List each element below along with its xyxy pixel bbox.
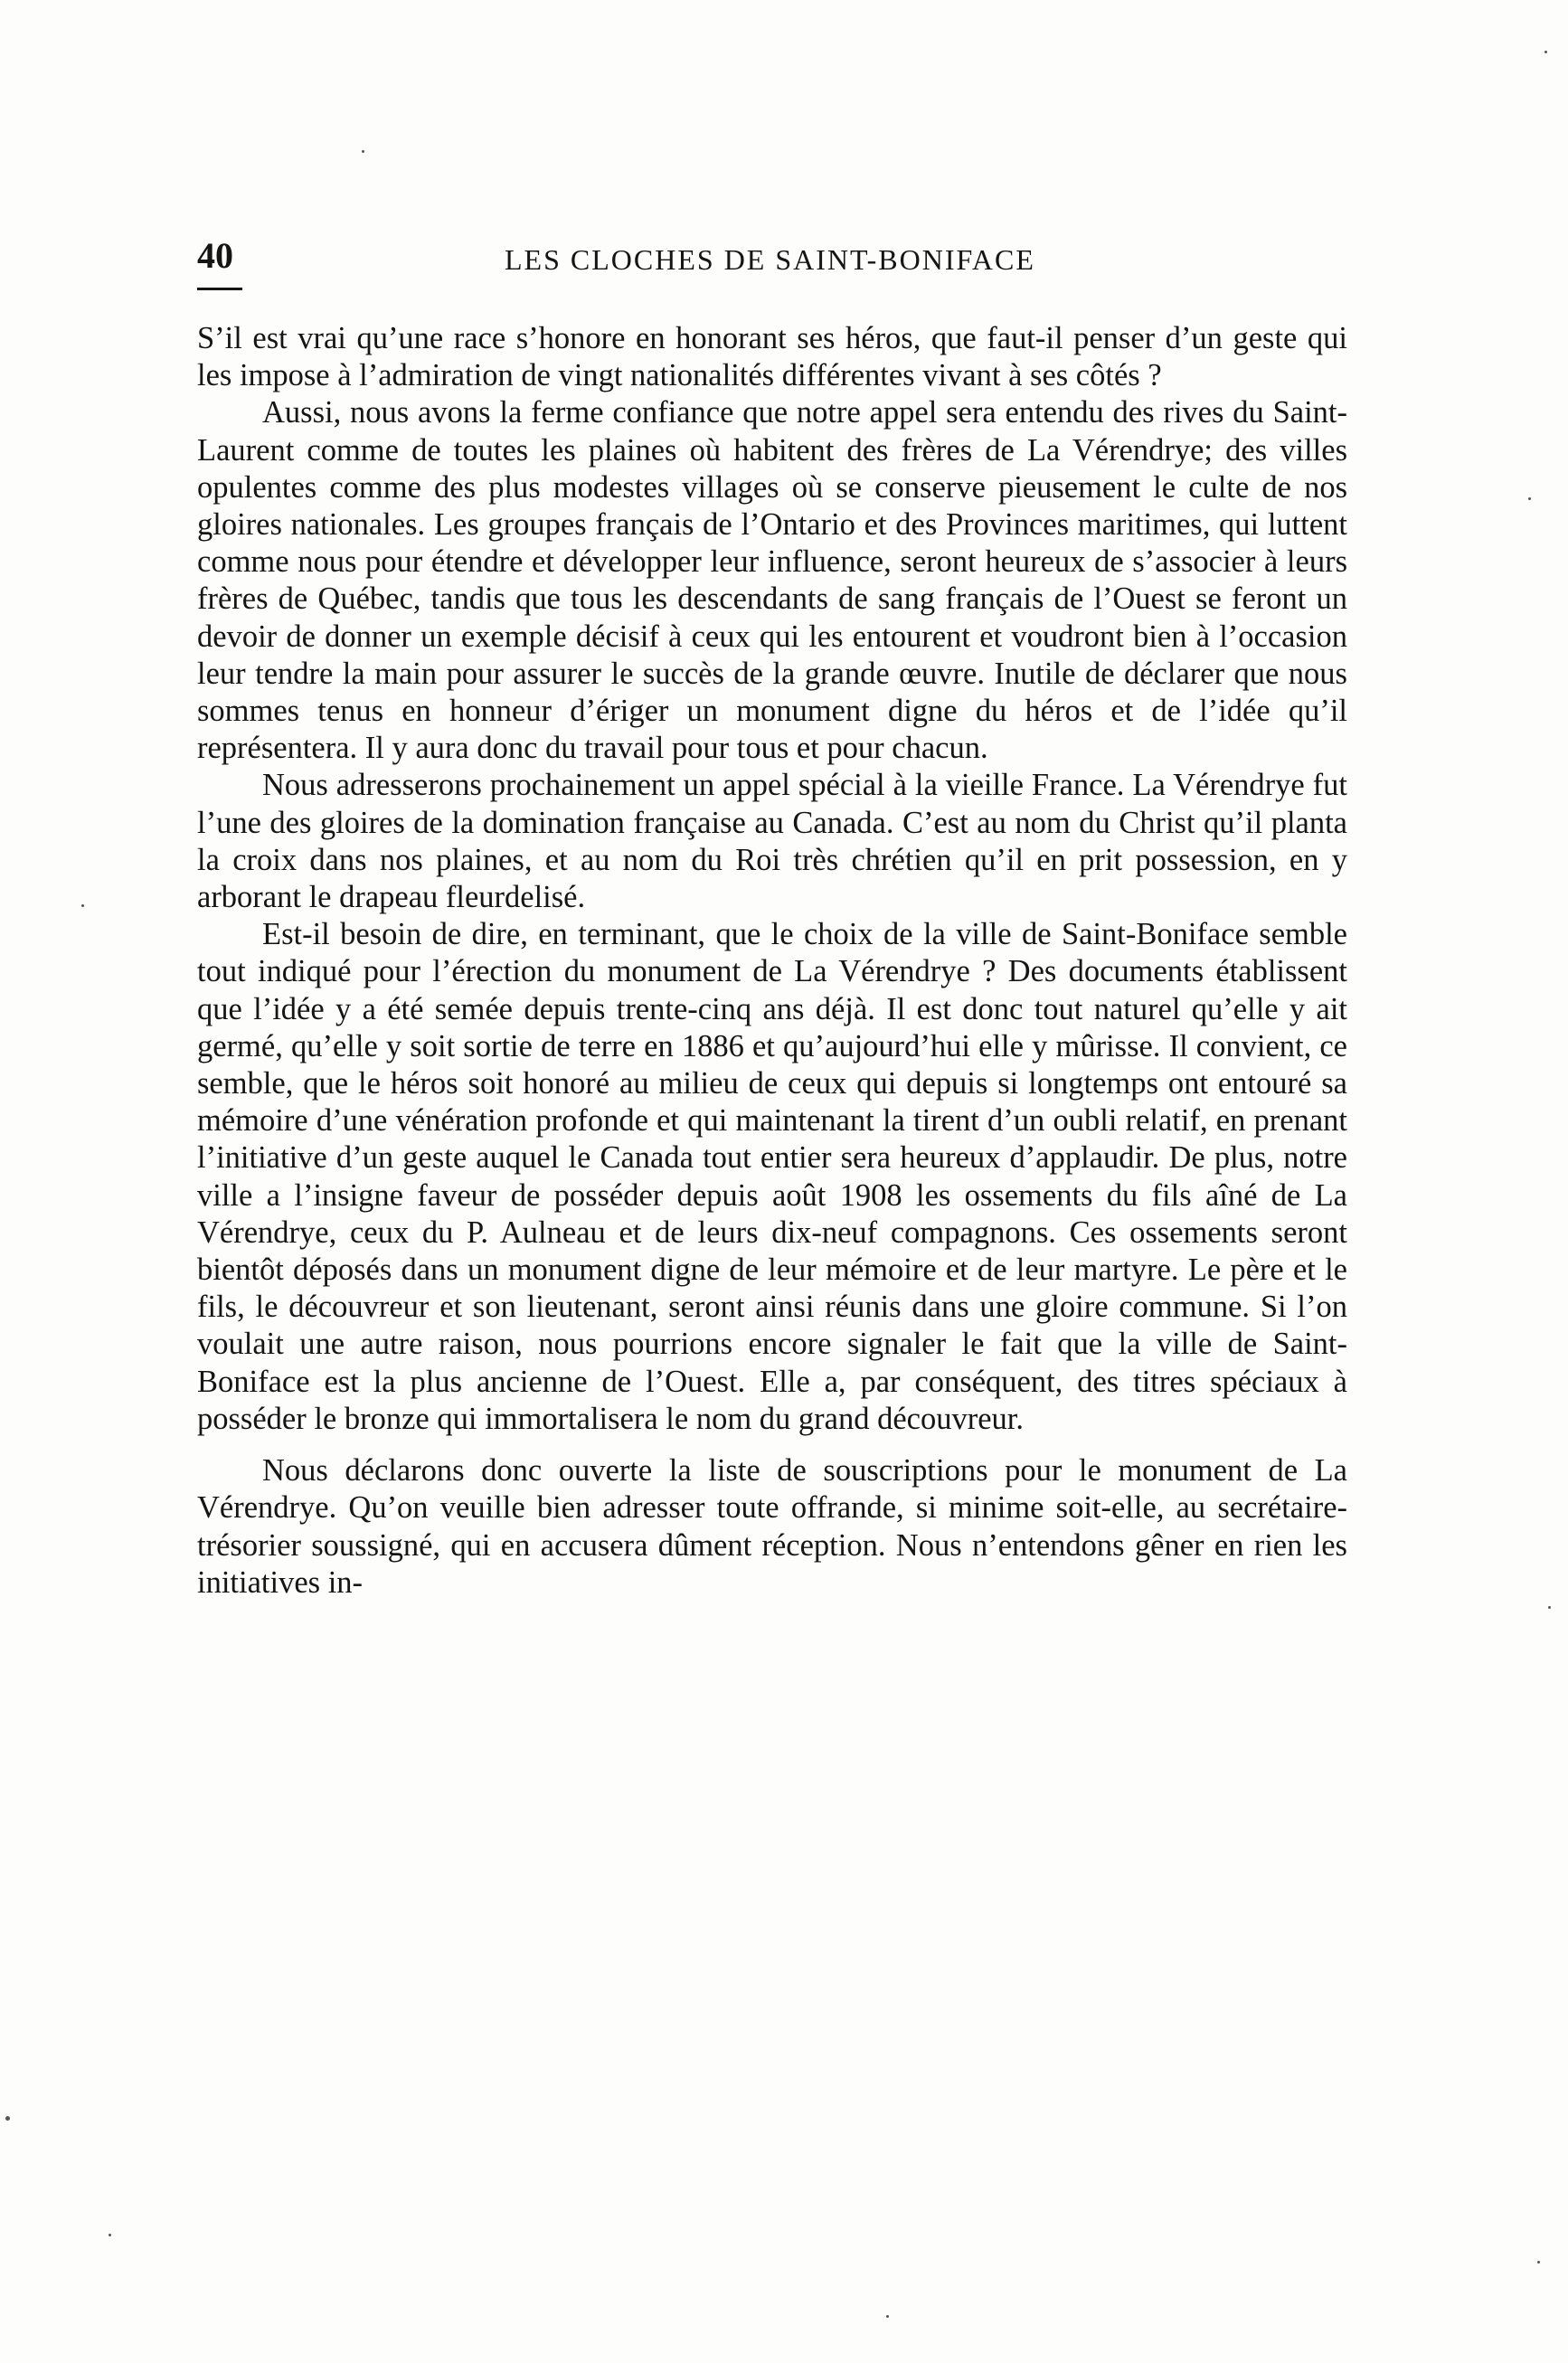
scan-speck — [1548, 1606, 1551, 1609]
paragraph: Nous adresserons prochainement un appel spécial à la vieille France. La Vérendrye fut l’une des gloires de la domination française au Canada. C’est au nom du Christ qu’il planta la croix dans nos plaines, et au nom du Roi très chrétien qu’il en prit possession, en y arborant le drapeau fleurdelisé. — [197, 768, 1347, 915]
paragraph: Aussi, nous avons la ferme confiance que notre appel sera entendu des rives du Saint-Laurent comme de toutes les plaines où habitent des frères de La Vérendrye; des villes opulentes comme des plus modestes villages où se conserve pieusement le culte de nos gloires nationales. Les groupes français de l’Ontario et des Provinces maritimes, qui luttent comme nous pour étendre et développer leur influence, seront heureux de s’associer à leurs frères de Québec, tandis que tous les descendants de sang français de l’Ouest se feront un devoir de donner un exemple décisif à ceux qui les entourent et voudront bien à l’occasion leur tendre la main pour assurer le succès de la grande œuvre. Inutile de déclarer que nous sommes tenus en honneur d’ériger un monument digne du héros et de l’idée qu’il représentera. Il y aura donc du travail pour tous et pour chacun. — [197, 395, 1347, 766]
scan-speck — [81, 904, 84, 907]
scan-speck — [109, 2234, 111, 2236]
scan-speck — [1528, 497, 1531, 500]
page-number: 40 — [197, 235, 233, 276]
paragraph: Est-il besoin de dire, en terminant, que le choix de la ville de Saint-Boniface semble tout indiqué pour l’érection du monument de La Vérendrye ? Des documents établissent que l’idée y a été semée depuis trente-cinq ans déjà. Il est donc tout naturel qu’elle y ait germé, qu’elle y soit sortie de terre en 1886 et qu’aujourd’hui elle y mûrisse. Il convient, ce semble, que le héros soit honoré au milieu de ceux qui depuis si longtemps ont entouré sa mémoire d’une vénération profonde et qui maintenant la tirent d’un oubli relatif, en prenant l’initiative d’un geste auquel le Canada tout entier sera heureux d’applaudir. De plus, notre ville a l’insigne faveur de posséder depuis août 1908 les ossements du fils aîné de La Vérendrye, ceux du P. Aulneau et de leurs dix-neuf compagnons. Ces ossements seront bientôt déposés dans un monument digne de leur mémoire et de leur martyre. Le père et le fils, le découvreur et son lieutenant, seront ainsi réunis dans une gloire commune. Si l’on voulait une autre raison, nous pourrions encore signaler le fait que la ville de Saint-Boniface est la plus ancienne de l’Ouest. Elle a, par conséquent, des titres spéciaux à posséder le bronze qui immortalisera le nom du grand découvreur. — [197, 917, 1347, 1436]
scan-speck — [886, 2315, 889, 2318]
scan-speck — [1537, 2261, 1540, 2264]
scan-speck — [362, 150, 364, 153]
paragraph: S’il est vrai qu’une race s’honore en honorant ses héros, que faut-il penser d’un geste qui les impose à l’admiration de vingt nationalités différentes vivant à ses côtés ? — [197, 321, 1347, 393]
header-rule — [197, 288, 242, 290]
body-text — [197, 320, 1347, 1602]
page-header — [197, 233, 1347, 279]
scan-speck — [1544, 51, 1547, 53]
running-head: LES CLOCHES DE SAINT-BONIFACE — [505, 243, 1035, 276]
paragraph: Nous déclarons donc ouverte la liste de souscriptions pour le monument de La Vérendrye. Qu’on veuille bien adresser toute offrande, si minime soit-elle, au secrétaire-trésorier soussigné, qui en accusera dûment réception. Nous n’entendons gêner en rien les initiatives in- — [197, 1453, 1347, 1600]
scan-speck — [5, 2116, 10, 2121]
